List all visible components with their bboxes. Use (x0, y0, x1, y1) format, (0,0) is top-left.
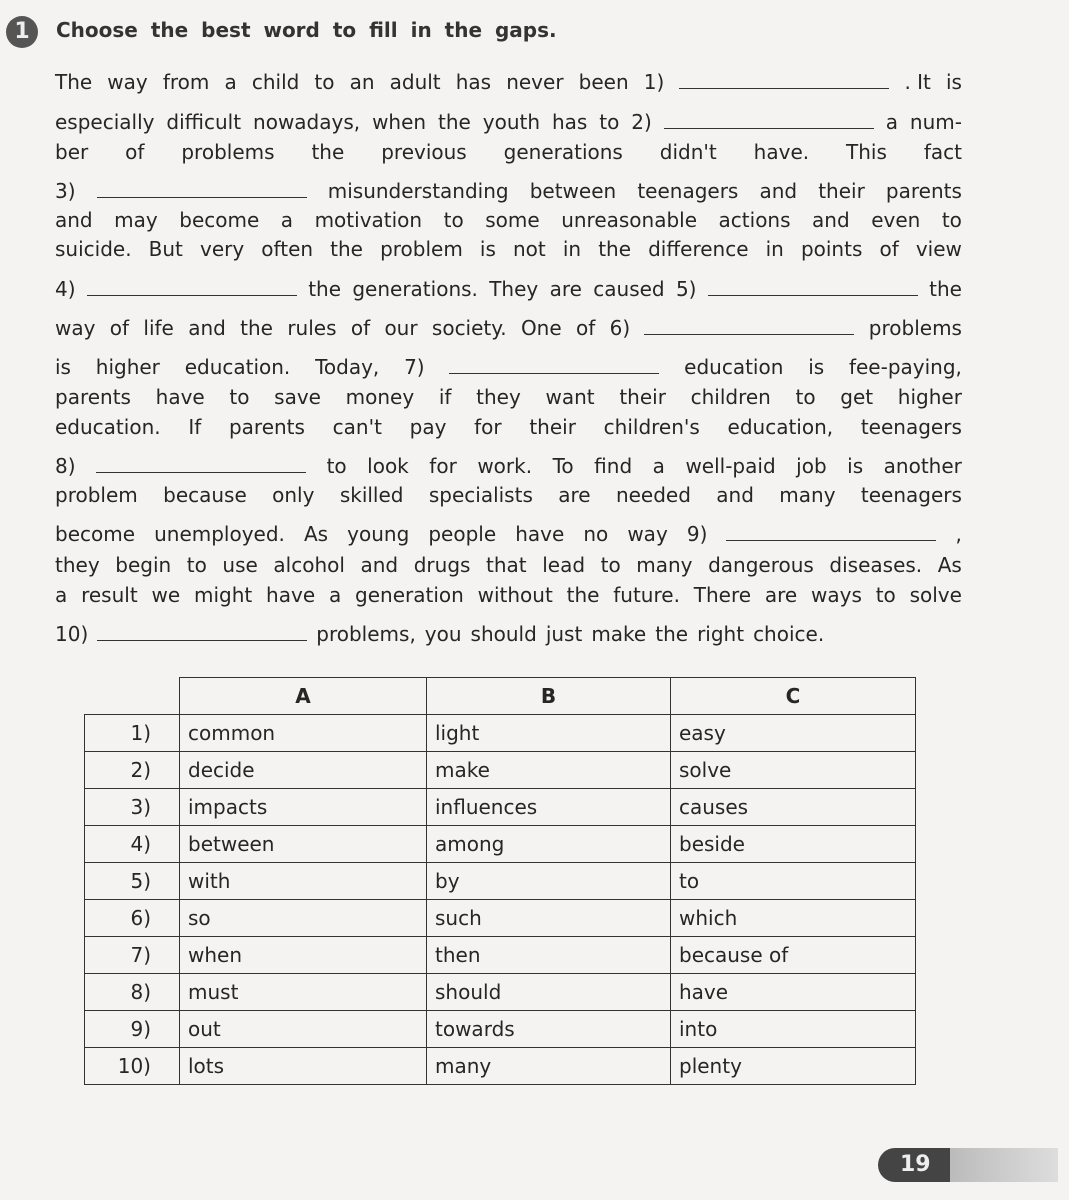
word: has (551, 110, 588, 134)
word: want (545, 385, 595, 409)
word: 10) (55, 622, 89, 646)
word: actions (718, 208, 791, 232)
option-c: which (671, 900, 916, 937)
row-number: 9) (85, 1011, 180, 1048)
word: when (372, 110, 427, 134)
word: parents (228, 415, 305, 439)
text-line (55, 454, 962, 478)
word: needed (615, 483, 691, 507)
option-a: between (180, 826, 427, 863)
word: often (261, 237, 314, 261)
word: drugs (413, 553, 471, 577)
option-a: out (180, 1011, 427, 1048)
word: we (151, 583, 181, 607)
word: If (188, 415, 202, 439)
word: only (272, 483, 315, 507)
word: result (81, 583, 138, 607)
word: you (424, 622, 462, 646)
word: and (188, 316, 226, 340)
word: might (193, 583, 253, 607)
word: and (360, 553, 399, 577)
word: of (879, 237, 899, 261)
table-row (85, 715, 916, 752)
word: save (274, 385, 321, 409)
word: problem (380, 237, 463, 261)
word: has (455, 70, 492, 94)
option-c: easy (671, 715, 916, 752)
word: people (428, 522, 497, 546)
word: To (552, 454, 574, 478)
word: they (476, 385, 521, 409)
text-line (55, 208, 962, 232)
word: very (200, 237, 245, 261)
header-blank (85, 678, 180, 715)
word: use (222, 553, 258, 577)
option-b: influences (427, 789, 671, 826)
word: parents (55, 385, 131, 409)
word: problems, (316, 622, 416, 646)
word: the (311, 140, 345, 164)
word: been (578, 70, 629, 94)
word: can't (332, 415, 382, 439)
option-a: when (180, 937, 427, 974)
text-line (55, 355, 962, 379)
text-line (55, 415, 962, 439)
word: are (558, 483, 591, 507)
word: to (600, 553, 621, 577)
option-a: decide (180, 752, 427, 789)
word: their (818, 179, 865, 203)
row-number: 8) (85, 974, 180, 1011)
gap-blank[interactable] (664, 110, 874, 129)
word: in (765, 237, 784, 261)
table-header-row (85, 678, 916, 715)
row-number: 3) (85, 789, 180, 826)
word: dangerous (708, 553, 814, 577)
word: generations (503, 140, 623, 164)
word: and (759, 179, 798, 203)
word: of (125, 140, 145, 164)
option-b: light (427, 715, 671, 752)
word: have (155, 385, 205, 409)
word: way (107, 70, 148, 94)
header-c: C (671, 678, 916, 715)
answer-options-table (84, 677, 916, 1085)
word: a (328, 583, 342, 607)
word: education, (727, 415, 834, 439)
word: is (808, 355, 825, 379)
table-row (85, 974, 916, 1011)
word: a (652, 454, 665, 478)
word: motivation (314, 208, 423, 232)
word: As (303, 522, 329, 546)
word: work. (477, 454, 533, 478)
word: . It (904, 70, 931, 94)
word: an (349, 70, 375, 94)
word: rules (287, 316, 337, 340)
word: life (143, 316, 174, 340)
text-line (55, 70, 962, 94)
word: 5) (675, 277, 697, 301)
word: fee-paying, (848, 355, 962, 379)
text-line (55, 583, 962, 607)
word: become (179, 208, 260, 232)
word: well-paid (685, 454, 776, 478)
word: As (937, 553, 962, 577)
word: between (529, 179, 617, 203)
word: the (598, 237, 632, 261)
word: misunderstanding (327, 179, 509, 203)
option-a: common (180, 715, 427, 752)
word: become (55, 522, 136, 546)
text-line (55, 110, 962, 134)
table-row (85, 826, 916, 863)
word: to (795, 385, 816, 409)
word: in (562, 237, 582, 261)
table-row (85, 863, 916, 900)
word: the (929, 277, 962, 301)
word: never (506, 70, 564, 94)
word: This (846, 140, 887, 164)
gap-blank[interactable] (97, 622, 307, 641)
word: some (485, 208, 540, 232)
word: didn't (659, 140, 717, 164)
option-c: solve (671, 752, 916, 789)
word: education. (55, 415, 161, 439)
word: , (955, 522, 962, 546)
word: to (443, 208, 464, 232)
word: the (330, 237, 363, 261)
word: 6) (609, 316, 631, 340)
word: higher (95, 355, 160, 379)
word: teenagers (860, 415, 962, 439)
option-b: by (427, 863, 671, 900)
word: another (883, 454, 962, 478)
option-b: among (427, 826, 671, 863)
word: skilled (339, 483, 404, 507)
option-c: into (671, 1011, 916, 1048)
word: begin (115, 553, 172, 577)
option-c: have (671, 974, 916, 1011)
word: The (55, 70, 93, 94)
word: teenagers (637, 179, 739, 203)
gap-blank[interactable] (96, 454, 306, 473)
word: generation (355, 583, 464, 607)
word: choice. (753, 622, 825, 646)
word: But (148, 237, 183, 261)
table-row (85, 1011, 916, 1048)
word: to (941, 208, 962, 232)
word: get (840, 385, 874, 409)
word: suicide. (55, 237, 132, 261)
option-c: to (671, 863, 916, 900)
word: 7) (404, 355, 425, 379)
word: job (796, 454, 827, 478)
word: of (576, 316, 596, 340)
word: nowadays, (253, 110, 361, 134)
word: 4) (55, 277, 76, 301)
word: of (350, 316, 371, 340)
word: a (55, 583, 68, 607)
table-row (85, 789, 916, 826)
word: are (549, 277, 582, 301)
word: not (513, 237, 546, 261)
word: a (280, 208, 294, 232)
word: find (594, 454, 633, 478)
word: caused (593, 277, 665, 301)
word: a (224, 70, 237, 94)
word: if (438, 385, 452, 409)
word: the (655, 622, 689, 646)
word: way (55, 316, 96, 340)
word: from (162, 70, 210, 94)
word: diseases. (829, 553, 923, 577)
word: They (489, 277, 539, 301)
word: many (779, 483, 836, 507)
text-line (55, 316, 962, 340)
option-b: such (427, 900, 671, 937)
word: ways (811, 583, 862, 607)
word: they (55, 553, 100, 577)
page-number: 19 (900, 1152, 931, 1177)
text-line (55, 522, 962, 546)
word: look (367, 454, 409, 478)
row-number: 6) (85, 900, 180, 937)
header-a: A (180, 678, 427, 715)
word: 2) (631, 110, 652, 134)
option-c: causes (671, 789, 916, 826)
word: previous (381, 140, 467, 164)
text-line (55, 179, 962, 203)
word: num- (909, 110, 962, 134)
word: especially (55, 110, 155, 134)
option-b: should (427, 974, 671, 1011)
word: parents (885, 179, 962, 203)
page-number-tab (878, 1148, 1058, 1182)
text-line (55, 140, 962, 164)
word: no (583, 522, 609, 546)
word: and (812, 208, 850, 232)
word: specialists (428, 483, 533, 507)
word: is (946, 70, 962, 94)
word: their (529, 415, 576, 439)
word: is (479, 237, 496, 261)
option-b: make (427, 752, 671, 789)
table-row (85, 937, 916, 974)
word: unemployed. (154, 522, 285, 546)
row-number: 2) (85, 752, 180, 789)
word: society. (431, 316, 507, 340)
word: the (566, 583, 600, 607)
word: One (520, 316, 562, 340)
word: 1) (643, 70, 665, 94)
option-a: lots (180, 1048, 427, 1085)
option-a: with (180, 863, 427, 900)
option-c: plenty (671, 1048, 916, 1085)
word: unreasonable (561, 208, 698, 232)
word: a (885, 110, 898, 134)
row-number: 10) (85, 1048, 180, 1085)
word: pay (409, 415, 447, 439)
gap-blank[interactable] (708, 277, 918, 296)
word: to (326, 454, 347, 478)
word: children's (603, 415, 700, 439)
word: the (308, 277, 342, 301)
option-a: must (180, 974, 427, 1011)
word: child (251, 70, 300, 94)
word: just (545, 622, 583, 646)
word: to (314, 70, 335, 94)
word: of (109, 316, 130, 340)
word: generations. (352, 277, 478, 301)
word: ber (55, 140, 89, 164)
text-line (55, 385, 962, 409)
word: 3) (55, 179, 76, 203)
row-number: 4) (85, 826, 180, 863)
word: view (915, 237, 962, 261)
text-line (55, 622, 962, 646)
option-b: towards (427, 1011, 671, 1048)
word: without (477, 583, 553, 607)
word: teenagers (860, 483, 962, 507)
word: alcohol (273, 553, 345, 577)
word: solve (909, 583, 962, 607)
table-row (85, 900, 916, 937)
word: difficult (166, 110, 242, 134)
word: is (55, 355, 71, 379)
word: lead (542, 553, 586, 577)
word: There (693, 583, 752, 607)
word: that (486, 553, 527, 577)
row-number: 5) (85, 863, 180, 900)
word: right (697, 622, 745, 646)
gap-blank[interactable] (679, 70, 889, 89)
option-a: impacts (180, 789, 427, 826)
word: make (591, 622, 647, 646)
word: for (429, 454, 457, 478)
word: money (345, 385, 415, 409)
word: Today, (315, 355, 380, 379)
word: and (716, 483, 754, 507)
word: future. (613, 583, 680, 607)
word: points (800, 237, 863, 261)
word: education (684, 355, 784, 379)
word: to (186, 553, 207, 577)
word: to (599, 110, 620, 134)
text-line (55, 553, 962, 577)
table-row (85, 752, 916, 789)
word: and (55, 208, 93, 232)
word: many (636, 553, 693, 577)
option-a: so (180, 900, 427, 937)
word: young (347, 522, 410, 546)
word: may (114, 208, 158, 232)
word: have. (753, 140, 810, 164)
word: to (875, 583, 896, 607)
option-c: because of (671, 937, 916, 974)
option-b: many (427, 1048, 671, 1085)
row-number: 7) (85, 937, 180, 974)
word: our (384, 316, 418, 340)
word: to (229, 385, 250, 409)
header-b: B (427, 678, 671, 715)
exercise-number-badge: 1 (6, 16, 38, 48)
gap-blank[interactable] (644, 316, 854, 335)
word: fact (923, 140, 962, 164)
row-number: 1) (85, 715, 180, 752)
word: 9) (686, 522, 708, 546)
text-line (55, 277, 962, 301)
gap-blank[interactable] (97, 179, 307, 198)
word: even (871, 208, 921, 232)
word: education. (184, 355, 291, 379)
word: the (438, 110, 471, 134)
word: higher (897, 385, 962, 409)
word: have (515, 522, 565, 546)
text-line (55, 237, 962, 261)
option-b: then (427, 937, 671, 974)
word: because (163, 483, 247, 507)
table-row (85, 1048, 916, 1085)
exercise-title: Choose the best word to fill in the gaps. (56, 18, 557, 42)
option-c: beside (671, 826, 916, 863)
word: problem (55, 483, 138, 507)
word: way (627, 522, 668, 546)
word: difference (648, 237, 749, 261)
word: for (474, 415, 502, 439)
gap-blank[interactable] (87, 277, 297, 296)
word: 8) (55, 454, 76, 478)
word: are (764, 583, 798, 607)
word: youth (482, 110, 541, 134)
word: problems (181, 140, 275, 164)
word: should (470, 622, 537, 646)
word: children (690, 385, 771, 409)
gap-blank[interactable] (449, 355, 659, 374)
word: the (240, 316, 273, 340)
text-line (55, 483, 962, 507)
word: their (619, 385, 666, 409)
word: is (847, 454, 864, 478)
word: problems (868, 316, 962, 340)
word: adult (389, 70, 441, 94)
word: have (266, 583, 316, 607)
gap-blank[interactable] (726, 522, 936, 541)
